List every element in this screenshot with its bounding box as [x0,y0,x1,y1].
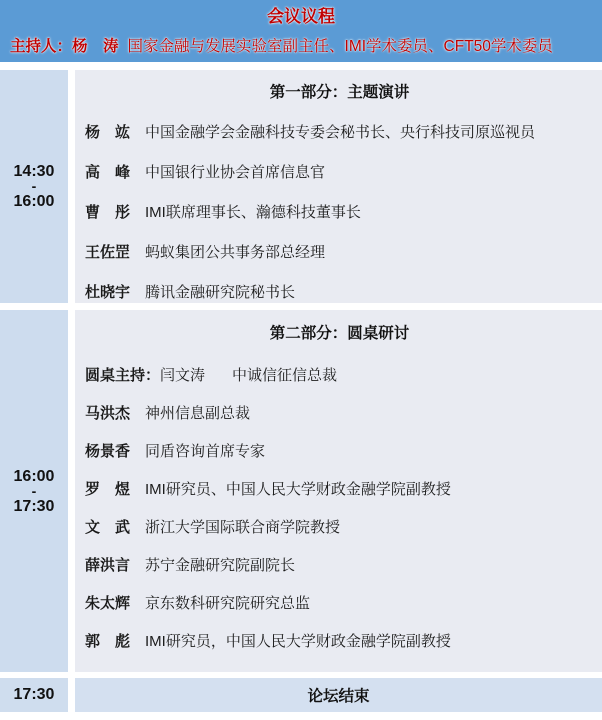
speaker-name: 杨景香 [85,443,131,460]
agenda-sections [0,70,602,672]
speaker-title: 腾讯金融研究院秘书长 [145,284,296,301]
speaker-row [85,123,594,143]
agenda-section [0,310,602,672]
speaker-title: 中诚信征信总裁 [232,367,338,384]
speaker-name: 郭 彪 [85,633,131,650]
time-start: 16:00 [13,467,55,485]
speaker-title: IMI研究员，中国人民大学财政金融学院副教授 [145,633,451,650]
speaker-name: 杨 竑 [85,124,131,141]
speaker-row [85,404,594,424]
speaker-name: 王佐罡 [85,244,131,261]
speaker-title: 浙江大学国际联合商学院教授 [145,519,341,536]
time-dash: - [31,482,37,499]
closing-row [0,678,602,712]
column-divider [68,70,75,303]
speaker-name: 马洪杰 [85,405,131,422]
speaker-row [85,366,594,386]
agenda-section [0,70,602,303]
moderator-name: 主持人：杨 涛 [10,38,119,55]
speaker-row [85,283,594,303]
speaker-name: 曹 彤 [85,204,131,221]
time-end: 17:30 [13,497,55,515]
speaker-row [85,442,594,462]
section-title: 第一部分：主题演讲 [269,84,410,101]
speaker-row [85,632,594,652]
speaker-title: 苏宁金融研究院副院长 [145,557,296,574]
speaker-name: 杜晓宇 [85,284,131,301]
speaker-title: 京东数科研究院研究总监 [145,595,311,612]
speaker-name: 闫文涛 [160,367,206,384]
moderator-title: 国家金融与发展实验室副主任、IMI学术委员、CFT50学术委员 [127,38,553,55]
moderator-line [0,36,602,57]
time-end: 16:00 [13,193,55,210]
speaker-title: 中国银行业协会首席信息官 [145,164,326,181]
speaker-title: IMI联席理事长、瀚德科技董事长 [145,204,361,221]
closing-time: 17:30 [0,678,68,712]
speaker-list [85,123,594,303]
speaker-name: 罗 煜 [85,481,131,498]
column-divider [68,310,75,672]
speaker-title: 同盾咨询首席专家 [145,443,266,460]
speaker-name: 高 峰 [85,164,131,181]
speaker-row [85,594,594,614]
section-title: 第二部分：圆桌研讨 [269,325,410,342]
speaker-role-prefix: 圆桌主持： [85,367,161,384]
time-dash: - [31,178,37,194]
speaker-list [85,366,594,652]
column-divider [68,678,75,712]
section-content [75,310,602,672]
time-start: 14:30 [13,163,55,180]
speaker-name: 朱太辉 [85,595,131,612]
speaker-row [85,480,594,500]
speaker-title: IMI研究员、中国人民大学财政金融学院副教授 [145,481,451,498]
speaker-row [85,518,594,538]
speaker-name: 薛洪言 [85,557,131,574]
speaker-title: 蚂蚁集团公共事务部总经理 [145,244,326,261]
speaker-title: 中国金融学会金融科技专委会秘书长、央行科技司原巡视员 [145,124,536,141]
speaker-title: 神州信息副总裁 [145,405,251,422]
agenda-header [0,0,602,62]
speaker-row [85,243,594,263]
speaker-row [85,203,594,223]
time-slot [0,310,68,672]
section-content [75,70,602,303]
speaker-row [85,556,594,576]
closing-label: 论坛结束 [75,678,602,712]
speaker-name: 文 武 [85,519,131,536]
page-title: 会议议程 [267,7,335,26]
time-slot [0,70,68,303]
speaker-row [85,163,594,183]
